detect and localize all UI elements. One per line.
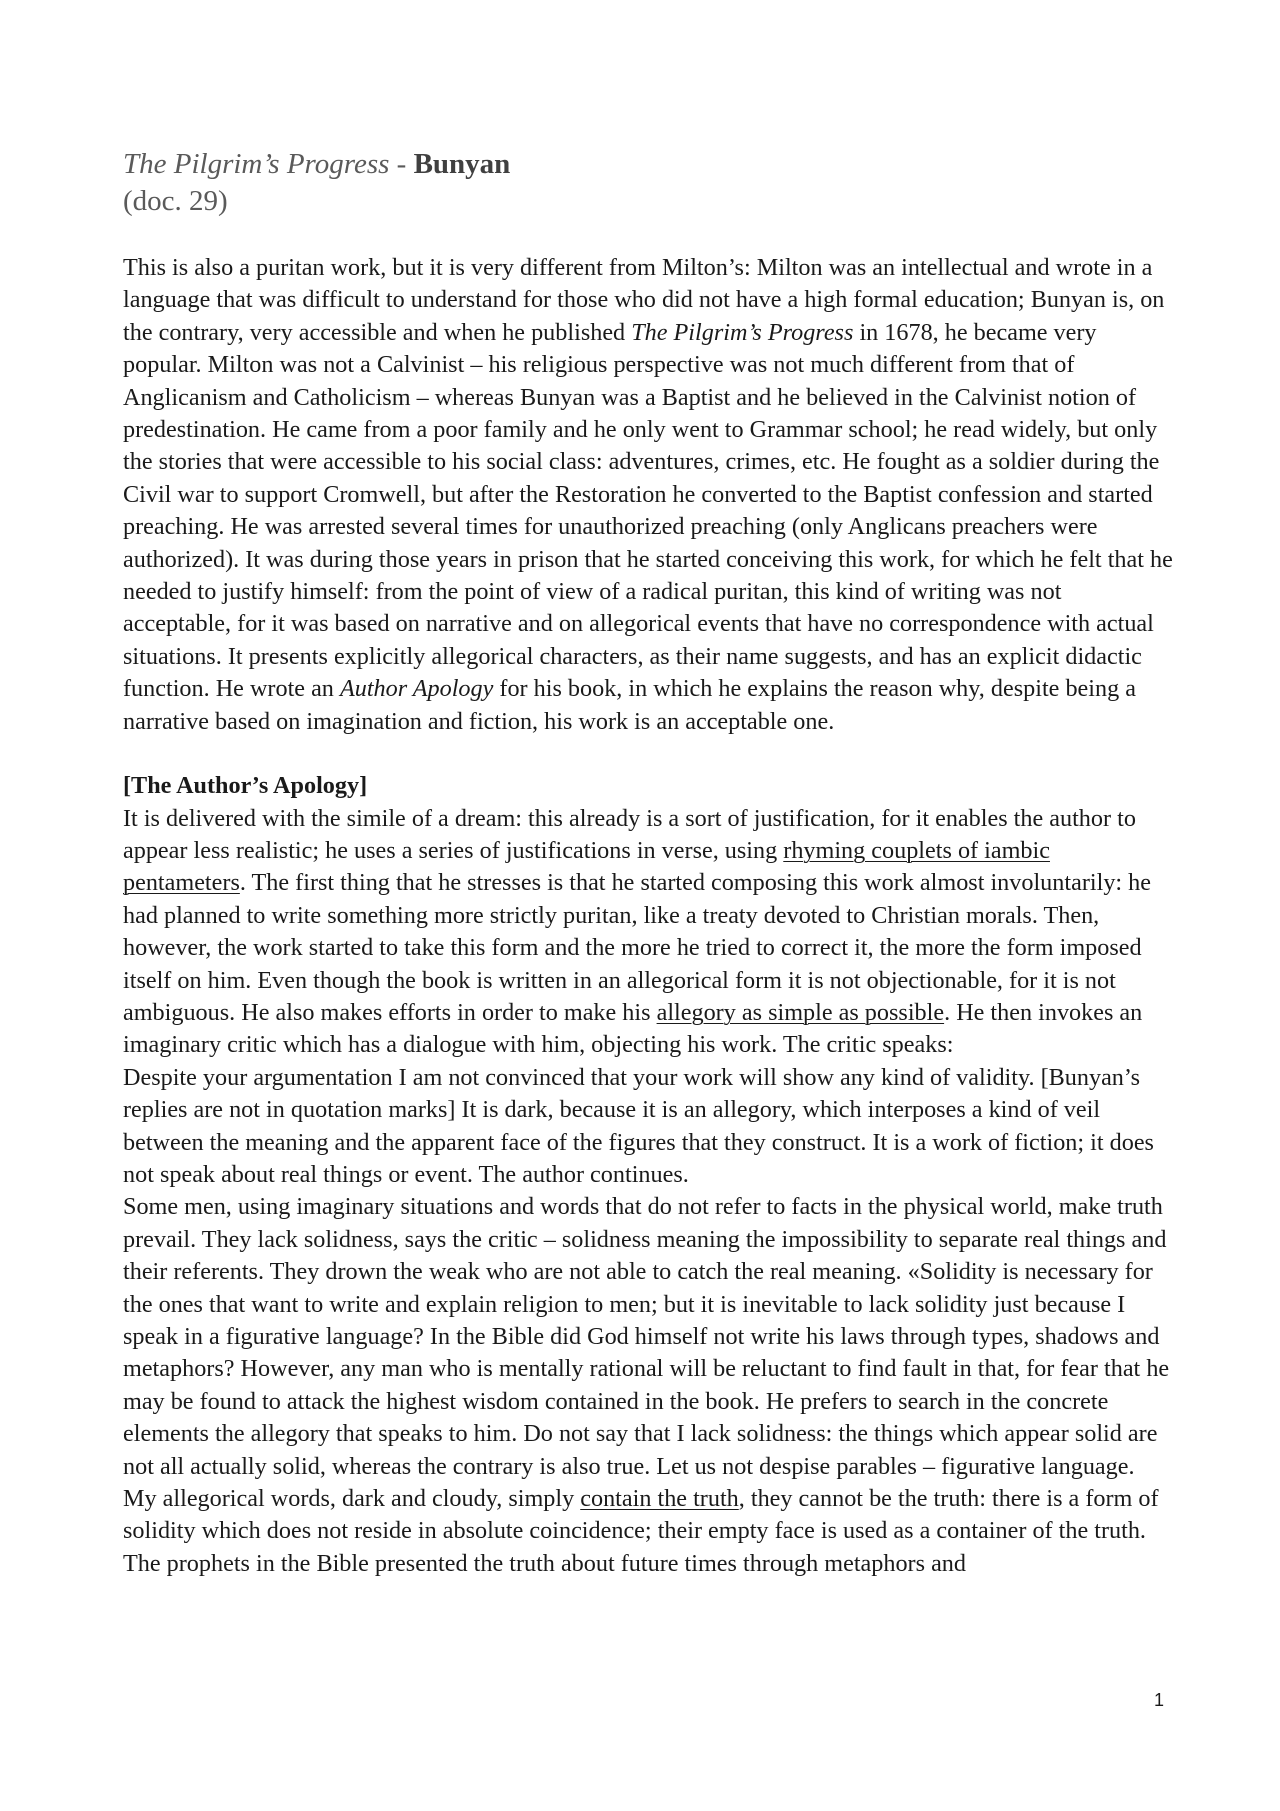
author-name: Bunyan — [413, 148, 511, 180]
page-number: 1 — [1153, 1690, 1164, 1710]
underlined-rhyming-couplets: rhyming couplets of iambic pentameters — [123, 836, 1050, 897]
apology-text-3a: Some men, using imaginary situations and words that do not refer to facts in the physical world, make truth prevail. They lack solidness, says the critic – solidness meaning the impossibility to separate real things and their referents. They drown the weak who are not able to catch the real meaning. «Solidity is necessary for the ones that want to write and explain religion to men; but it is inevitable to lack solidity just because I speak in a figurative language? In the Bible did God himself not write his laws through types, shadows and metaphors? However, any man who is mentally rational will be reluctant to find fault in that, for fear that he may be found to attack the highest wisdom contained in the book. He prefers to search in the concrete elements the allegory that speaks to him. Do not say that I lack solidness: the things which appear solid are not all actually solid, whereas the contrary is also true. Let us not despise parables – figurative language. My allegorical words, dark and cloudy, simply — [123, 1193, 1170, 1513]
intro-emphasis-apology: Author Apology — [339, 675, 494, 703]
doc-reference: (doc. 29) — [123, 185, 228, 217]
work-title: The Pilgrim’s Progress — [123, 148, 390, 180]
intro-paragraph — [123, 252, 1173, 738]
title-separator: - — [389, 148, 414, 180]
intro-text-3: for his book, in which he explains the reason why, despite being a narrative based on imagination and fiction, his work is an acceptable one. — [123, 675, 1136, 735]
apology-text-1b: . The first thing that he stresses is that he started composing this work almost involuntarily: he had planned to write something more strictly puritan, like a treaty devoted to Christian morals. Then, however, the work started to take this form and the more he tried to correct it, the more the form imposed itself on him. Even though the book is written in an allegorical form it is not objectionable, for it is not ambiguous. He also makes efforts in order to make his — [123, 869, 1152, 1026]
section-heading: [The Author’s Apology] — [123, 772, 368, 800]
apology-paragraph-3 — [123, 1191, 1173, 1580]
intro-text-2: in 1678, he became very popular. Milton was not a Calvinist – his religious perspective was not much different from that of Anglicanism and Catholicism – whereas Bunyan was a Baptist and he believed in the Calvinist notion of predestination. He came from a poor family and he only went to Grammar school; he read widely, but only the stories that were accessible to his social class: adventures, crimes, etc. He fought as a soldier during the Civil war to support Cromwell, but after the Restoration he converted to the Baptist confession and started preaching. He was arrested several times for unauthorized preaching (only Anglicans preachers were authorized). It was during those years in prison that he started conceiving this work, for which he felt that he needed to justify himself: from the point of view of a radical puritan, this kind of writing was not acceptable, for it was based on narrative and on allegorical events that have no correspondence with actual situations. It presents explicitly allegorical characters, as their name suggests, and has an explicit didactic function. He wrote an — [123, 318, 1173, 703]
intro-emphasis-title: The Pilgrim’s Progress — [631, 318, 854, 346]
apology-text-3b: , they cannot be the truth: there is a form of solidity which does not reside in absolute coincidence; their empty face is used as a container of the truth. The prophets in the Bible presented the truth about future times through metaphors and — [123, 1485, 1159, 1577]
document-page — [123, 146, 1173, 1580]
intro-text-1: This is also a puritan work, but it is very different from Milton’s: Milton was an intellectual and wrote in a language that was difficult to understand for those who did not have a high formal education; Bunyan is, on the contrary, very accessible and when he published — [123, 254, 1165, 346]
document-title — [123, 146, 1173, 183]
apology-text-1c: . He then invokes an imaginary critic which has a dialogue with him, objecting his work. The critic speaks: — [123, 998, 1143, 1059]
apology-paragraph-1 — [123, 803, 1173, 1062]
underlined-allegory-simple: allegory as simple as possible — [656, 998, 945, 1026]
apology-paragraph-2: Despite your argumentation I am not convinced that your work will show any kind of validity. [Bunyan’s replies are not in quotation marks] It is dark, because it is an allegory, which interposes a kind of veil between the meaning and the apparent face of the figures that they construct. It is a work of fiction; it does not speak about real things or event. The author continues. — [123, 1063, 1154, 1188]
underlined-contain-truth: contain the truth — [580, 1485, 739, 1513]
apology-text-1a: It is delivered with the simile of a dream: this already is a sort of justification, for it enables the author to appear less realistic; he uses a series of justifications in verse, using — [123, 804, 1136, 864]
